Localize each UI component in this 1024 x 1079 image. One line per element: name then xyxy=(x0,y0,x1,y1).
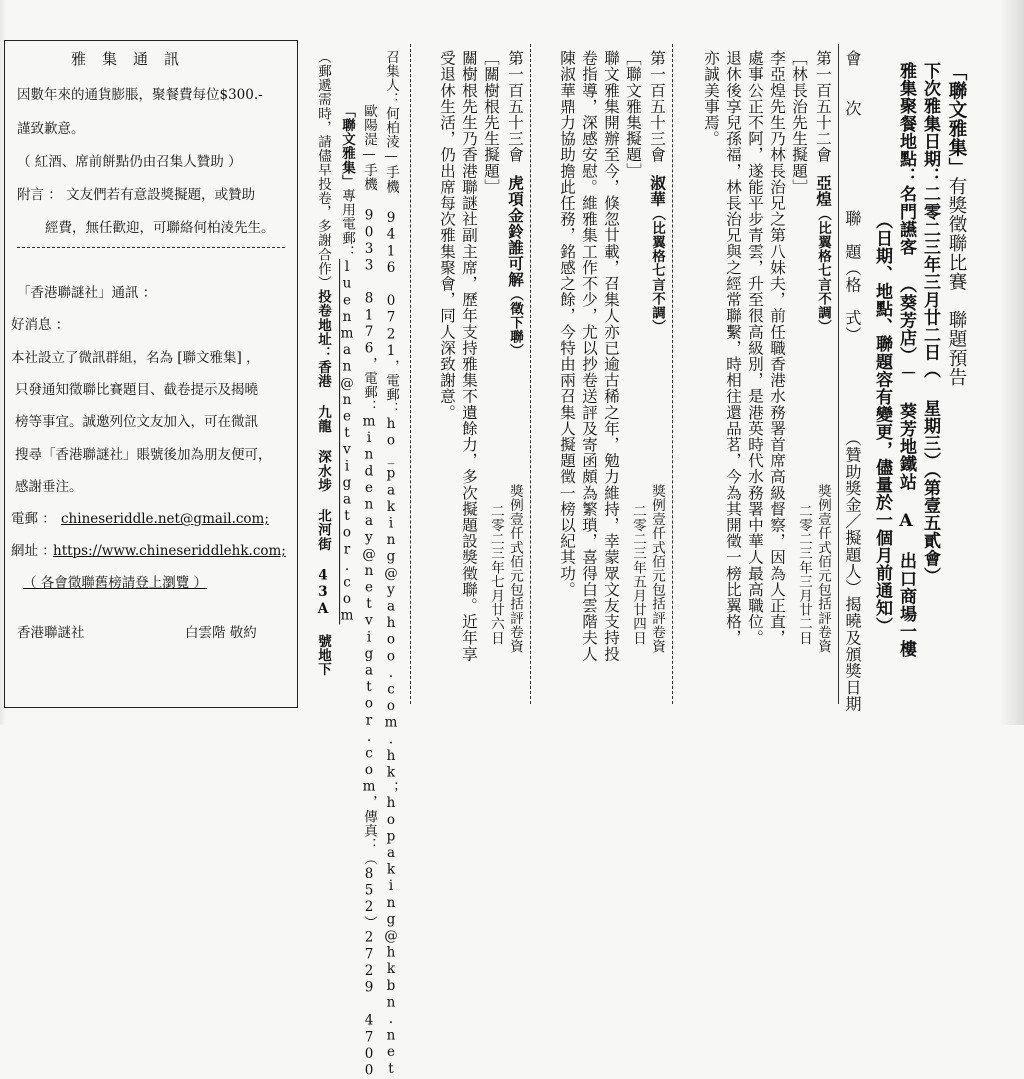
next-date-value: 二零二三年三月廿二日（ 星期三） xyxy=(920,185,940,470)
session-body-line: 陳淑華鼎力協助擔此任務，銘感之餘，今特由兩召集人擬題徵一榜以紀其功。 xyxy=(558,50,576,598)
session-number-label: 第一百五十三會 xyxy=(506,50,524,163)
notice-box xyxy=(4,40,298,708)
session-prize: 獎例壹仟式佰元包括評卷資 xyxy=(815,484,831,654)
session-prize: 獎例壹仟式佰元包括評卷資 xyxy=(649,484,665,654)
convener-line-2: 歐陽湜—手機 9033 8176，電郵：mindenay@netvigator.com，傳真：（852）2729 4700 xyxy=(361,104,377,1079)
headline-text: 有獎徵聯比賽 聯題預告 xyxy=(946,176,967,387)
session-format: （比翼格七言不調） xyxy=(815,206,831,334)
session-body-line: 亦誠美事焉。 xyxy=(702,50,720,147)
venue-line xyxy=(896,62,916,658)
session-153a xyxy=(648,50,666,334)
archive-note: （ 各會徵聯舊榜請登上瀏覽 ） xyxy=(23,575,208,591)
session-setter: ［聯文雅集擬題］ xyxy=(624,50,642,179)
notice-paragraph-line: 只發通知徵聯比賽題目、截卷提示及揭曉 xyxy=(15,382,258,398)
good-news-label: 好消息 ： xyxy=(11,317,70,333)
header-prize-date: （贊助獎金／擬題人）揭曉及頒獎日期 xyxy=(843,430,862,713)
headline xyxy=(945,62,967,387)
submission-line xyxy=(314,50,332,676)
notice-line: （ 紅酒、席前餅點仍由召集人贊助 ） xyxy=(17,154,242,170)
notice-paragraph-line: 榜等事宜。誠邀列位文友加入，可在微訊 xyxy=(15,414,258,430)
session-date: 二零二三年五月廿四日 xyxy=(630,504,646,645)
session-topic: 淑華 xyxy=(648,174,667,207)
session-body-line: 卷指導，深感安慰。維雅集工作不少，尤以抄卷送評及寄函頗為繁瑣，喜得白雲階夫人 xyxy=(580,50,598,662)
header-topic: 聯 題（格 式） xyxy=(843,210,862,343)
header-session-2: 次 xyxy=(843,100,862,117)
session-152 xyxy=(814,50,832,334)
session-body-line: 李亞煌先生乃林長治兄之第八妹夫，前任職香港水務署首席高級督察，因為人正直， xyxy=(768,50,786,646)
session-body-line: 聯文雅集開辦至今，倏忽廿載，召集人亦已逾古稀之年，勉力維持，幸蒙眾文友支持投 xyxy=(602,50,620,662)
event-name: 「聯文雅集」 xyxy=(339,104,355,189)
session-number-label: 第一百五十三會 xyxy=(648,50,666,163)
session-153b xyxy=(506,50,524,358)
mailing-note: （郵遞需時，請儘早投卷，多謝合作） xyxy=(315,50,331,290)
website-link[interactable]: https://www.chineseriddlehk.com; xyxy=(53,543,286,559)
session-body-line: 關樹根先生乃香港聯謎社副主席，歷年支持雅集不遺餘力，多次擬題設獎徵聯。近年享 xyxy=(460,50,478,662)
website-label: 網址 ： xyxy=(11,543,56,559)
session-setter: ［關樹根先生擬題］ xyxy=(482,50,500,195)
next-date-line xyxy=(920,62,940,585)
session-prize: 獎例壹仟式佰元包括評卷資 xyxy=(507,484,523,654)
header-session: 會 xyxy=(843,50,862,67)
email-label: 電郵 ： xyxy=(11,511,56,527)
notice-line: 因數年來的通貨膨脹，聚餐費每位$300.- xyxy=(17,87,263,103)
convener-line-1: 召集人：何柏淩—手機 9416 0721，電郵：ho_paking@yahoo.com.hk；hopaking@hkbn.net xyxy=(383,50,399,1078)
session-divider xyxy=(410,44,411,704)
next-date-label: 下次雅集日期： xyxy=(920,62,940,186)
session-setter: ［林長治先生擬題］ xyxy=(790,50,808,195)
session-date: 二零二三年三月廿二日 xyxy=(796,504,812,645)
organization-name: 香港聯謎社 xyxy=(17,625,85,641)
session-divider xyxy=(672,44,673,704)
session-date: 二零二三年七月廿六日 xyxy=(488,504,504,645)
venue-label: 雅集聚餐地點： xyxy=(896,62,916,186)
notice-paragraph-line: 感謝垂注。 xyxy=(15,479,83,495)
association-news-title: 「香港聯謎社」通訊 ： xyxy=(17,285,157,301)
dedicated-email-label: 專用電郵： xyxy=(339,188,355,260)
venue-note: （日期、地點、聯題容有變更，儘量於一個月前通知） xyxy=(872,212,892,635)
session-number-label: 第一百五十二會 xyxy=(814,50,832,163)
notice-paragraph-line: 本社設立了微訊群組，名為 [聯文雅集] ， xyxy=(11,350,260,366)
header-rule xyxy=(838,44,839,704)
session-divider xyxy=(530,44,531,704)
notice-line: 附言 ： 文友們若有意設獎擬題，或贊助 xyxy=(17,187,256,203)
dashed-divider xyxy=(17,247,285,248)
headline-event-name: 「聯文雅集」 xyxy=(946,62,967,177)
session-body-line: 處事公正不阿，遂能平步青雲，升至很高級別，是港英時代水務署中華人最高職位。 xyxy=(746,50,764,646)
submission-address: 投卷地址：香港 九龍 深水埗 北河街 43A 號地下 xyxy=(315,289,331,677)
session-body-line: 受退休生活，仍出席每次雅集聚會，同人深致謝意。 xyxy=(438,50,456,421)
notice-paragraph-line: 搜尋「香港聯謎社」賬號後加為朋友便可， xyxy=(15,447,272,463)
notice-line: 謹致歉意。 xyxy=(17,121,85,137)
session-topic: 虎項金鈴誰可解 xyxy=(506,174,525,288)
dedicated-email-line xyxy=(338,104,356,624)
notice-title: 雅集通訊 xyxy=(71,50,196,68)
notice-line: 經費，無任歡迎，可聯絡何柏淩先生。 xyxy=(45,220,275,236)
signer: 白雲階 敬約 xyxy=(185,625,257,641)
session-format: （比翼格七言不調） xyxy=(649,206,665,334)
session-body-line: 退休後享兒孫福，林長治兄與之經常聯繫，時相往還品茗，今為其開徵一榜比翼格， xyxy=(724,50,742,646)
session-format: （徵下聯） xyxy=(507,287,523,358)
venue-value: 名門讌客 （葵芳店）－ 葵芳地鐵站 A 出口商場一樓 xyxy=(896,185,916,658)
session-number: （第壹五貳會） xyxy=(920,469,940,585)
session-topic: 亞煌 xyxy=(814,174,833,207)
dedicated-email-link[interactable]: luenman@netvigator.com xyxy=(339,259,355,625)
email-link[interactable]: chineseriddle.net@gmail.com; xyxy=(61,511,269,527)
